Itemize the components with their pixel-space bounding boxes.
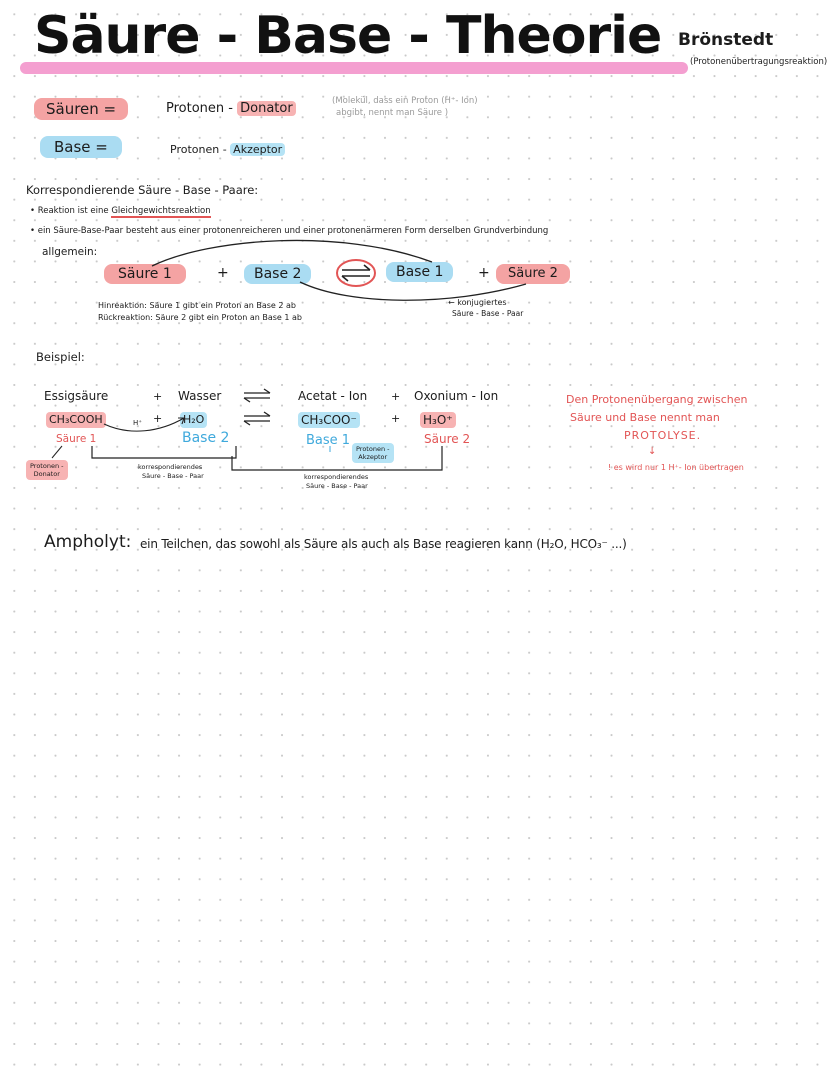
- bullet-dot-1: •: [30, 206, 38, 216]
- bullet-1-highlight: Gleichgewichtsreaktion: [111, 206, 211, 216]
- role-donator-2: Donator: [33, 470, 60, 478]
- eq-acid1: Säure 1: [104, 264, 186, 284]
- pair-right-1: korrespondierendes: [304, 473, 369, 481]
- role-saeure1: Säure 1: [56, 433, 97, 445]
- saeuren-note-1: (Molekül, dass ein Proton (H⁺- Ion): [332, 96, 478, 106]
- name-oxonium: Oxonium - Ion: [414, 389, 499, 403]
- base-prefix: Protonen -: [170, 143, 231, 156]
- proton-transfer-arrow-icon: [104, 418, 184, 431]
- role-base1: Base 1: [306, 433, 351, 448]
- donator-pointer-icon: [52, 446, 62, 458]
- base-label: Base =: [40, 136, 122, 158]
- role-akzeptor-1: Protonen -: [356, 445, 390, 453]
- eq-plus1: +: [217, 265, 229, 281]
- role-base2: Base 2: [182, 430, 230, 446]
- title-author: Brönstedt: [678, 30, 774, 50]
- saeuren-prefix: Protonen -: [166, 101, 238, 116]
- formula-ch3cooh: CH₃COOH: [46, 412, 106, 428]
- formula-proton: H⁺: [133, 419, 142, 427]
- pair-left-2: Säure - Base - Paar: [142, 472, 204, 480]
- saeuren-label: Säuren =: [34, 98, 128, 120]
- base-akzeptor: Akzeptor: [230, 143, 285, 156]
- eq-plus2: +: [478, 265, 490, 281]
- role-donator-1: Protonen -: [30, 462, 64, 470]
- pair-arc-top: [152, 240, 432, 266]
- name-plus-b: +: [391, 390, 401, 403]
- pair-right-2: Säure - Base - Paar: [306, 482, 368, 490]
- bracket-right: [232, 446, 442, 470]
- bracket-left: [92, 446, 236, 458]
- name-essigsaeure: Essigsäure: [44, 389, 109, 403]
- formula-ch3coo: CH₃COO⁻: [298, 412, 360, 428]
- protolyse-note-3: PROTOLYSE.: [624, 429, 702, 442]
- page-title: Säure - Base - Theorie: [34, 6, 662, 66]
- conjugate-note-1: ← konjugiertes: [448, 298, 507, 307]
- formula-h3o: H₃O⁺: [420, 412, 456, 428]
- pair-left-1: korrespondierendes: [138, 463, 203, 471]
- saeuren-donator: Donator: [237, 101, 296, 116]
- name-plus-a: +: [153, 390, 163, 403]
- name-acetat: Acetat - Ion: [298, 389, 368, 403]
- eq-base2: Base 2: [244, 264, 311, 284]
- equilibrium-arrows-example-2-icon: [244, 412, 270, 425]
- equilibrium-arrows-example-1-icon: [244, 389, 270, 402]
- bullet-1-prefix: Reaktion ist eine: [37, 206, 112, 216]
- name-wasser: Wasser: [178, 389, 222, 403]
- pair-arc-bottom: [300, 282, 526, 300]
- eq-base1: Base 1: [386, 262, 453, 282]
- pairs-heading: Korrespondierende Säure - Base - Paare:: [26, 183, 259, 197]
- eq-acid2: Säure 2: [496, 264, 570, 284]
- protolyse-arrow: ↓: [648, 446, 657, 457]
- protolyse-note-4: ! es wird nur 1 H⁺- Ion übertragen: [608, 463, 744, 472]
- hinreaktion: Hinreaktion: Säure 1 gibt ein Proton an Base 2 ab: [98, 301, 297, 310]
- general-label: allgemein:: [42, 246, 98, 258]
- ampholyt-label: Ampholyt:: [44, 532, 132, 552]
- formula-h2o: H₂O: [180, 412, 207, 428]
- title-subtitle: (Protonenübertragungsreaktion): [690, 57, 828, 67]
- rueckreaktion: Rückreaktion: Säure 2 gibt ein Proton an Base 1 ab: [98, 313, 302, 322]
- role-saeure2: Säure 2: [424, 432, 471, 446]
- saeuren-note-2: abgibt, nennt man Säure ): [336, 108, 449, 118]
- bullet-2-text: ein Säure-Base-Paar besteht aus einer protonenreicheren und einer protonenärmeren Form derselben Grundverbindung: [37, 226, 549, 236]
- protolyse-note-1: Den Protonenübergang zwischen: [566, 393, 748, 406]
- bullet-dot-2: •: [30, 226, 38, 236]
- protolyse-note-2: Säure und Base nennt man: [570, 411, 720, 424]
- role-akzeptor-2: Akzeptor: [358, 453, 388, 461]
- example-heading: Beispiel:: [36, 350, 85, 364]
- ampholyt-text: ein Teilchen, das sowohl als Säure als auch als Base reagieren kann (H₂O, HCO₃⁻ ...): [140, 537, 627, 551]
- formula-plus-a: +: [153, 412, 163, 425]
- equilibrium-arrows-icon: [337, 260, 375, 286]
- formula-plus-b: +: [391, 412, 401, 425]
- conjugate-note-2: Säure - Base - Paar: [452, 309, 524, 318]
